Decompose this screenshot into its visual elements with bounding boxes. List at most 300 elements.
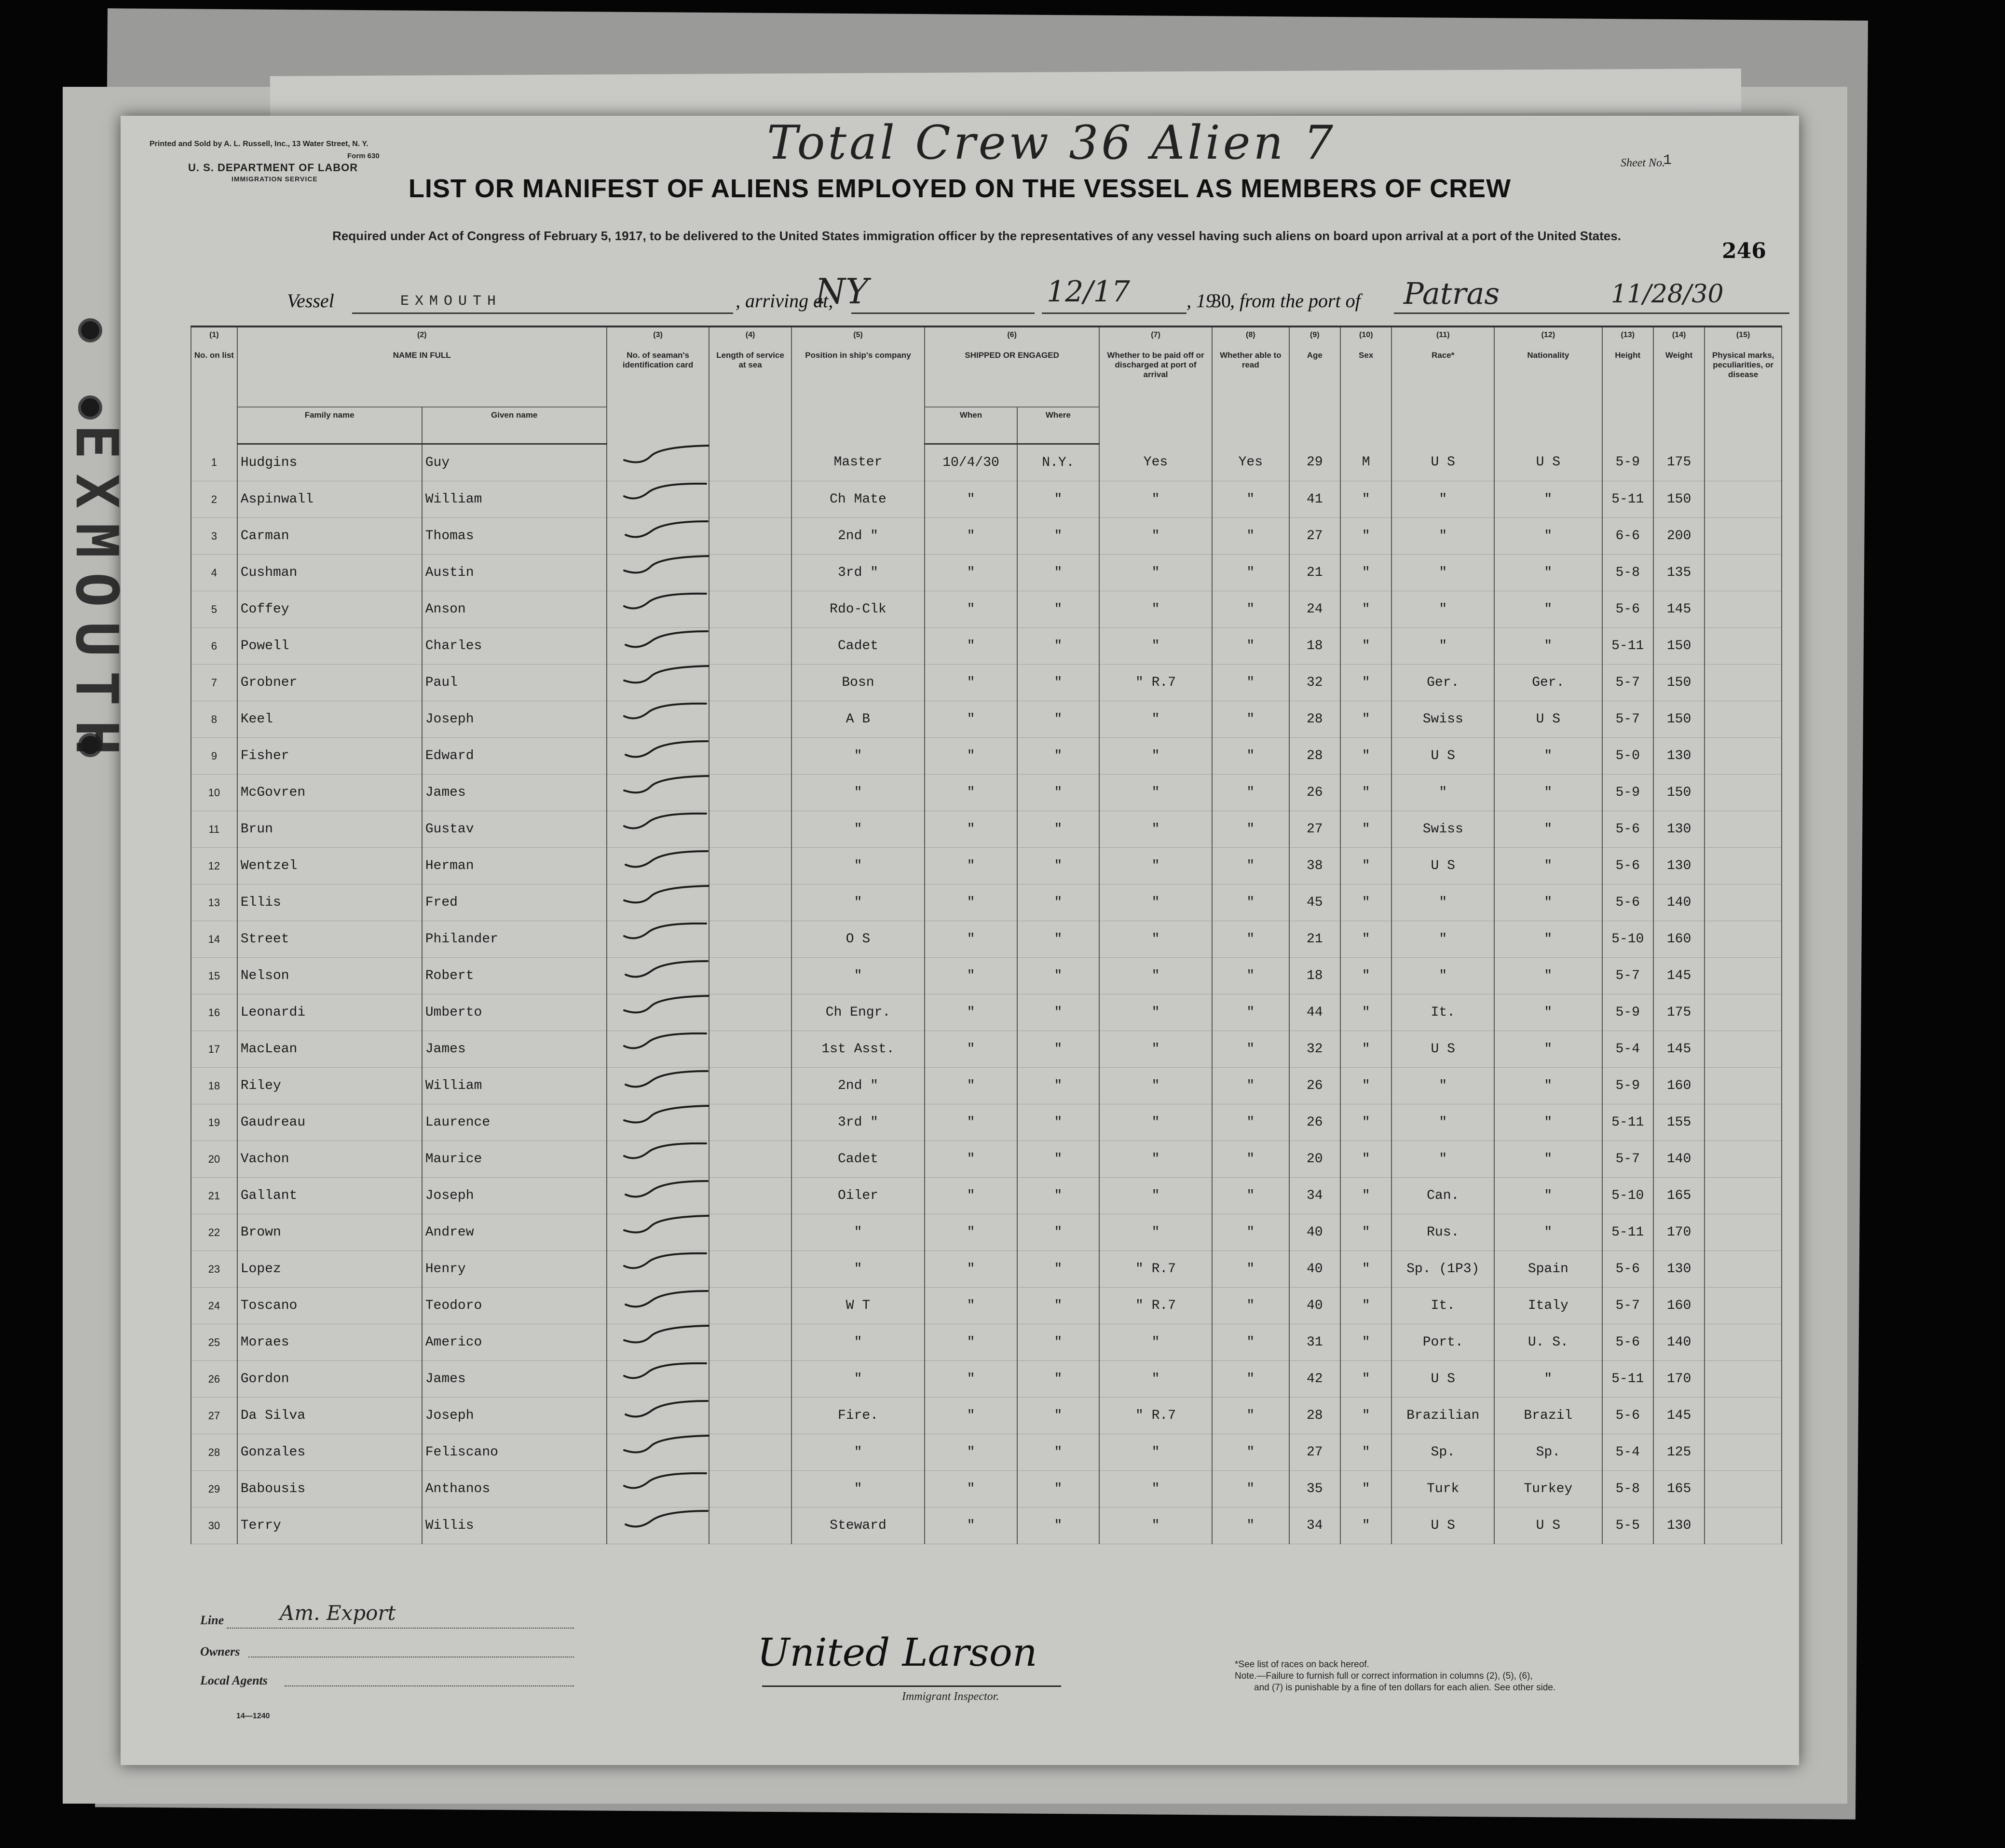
sex-cell: " bbox=[1340, 518, 1391, 555]
physical-marks-cell bbox=[1705, 555, 1782, 591]
position-cell: O S bbox=[791, 921, 925, 958]
shipped-where-cell: " bbox=[1017, 958, 1099, 994]
id-card-cell bbox=[607, 1398, 709, 1434]
height-cell: 5-11 bbox=[1602, 1104, 1653, 1141]
arriving-label: , arriving at, bbox=[736, 290, 833, 312]
shipped-when-cell: " bbox=[925, 665, 1017, 701]
col-num-3: (3) bbox=[607, 327, 709, 348]
family-name-cell: Keel bbox=[237, 701, 422, 738]
col-num-4: (4) bbox=[709, 327, 791, 348]
check-mark-icon bbox=[617, 781, 699, 800]
family-name-cell: Wentzel bbox=[237, 848, 422, 884]
row-number: 9 bbox=[191, 738, 237, 775]
paid-off-cell: " bbox=[1099, 1031, 1212, 1068]
race-cell: " bbox=[1391, 518, 1494, 555]
shipped-when-cell: " bbox=[925, 848, 1017, 884]
length-service-cell bbox=[709, 1324, 791, 1361]
nationality-cell: " bbox=[1494, 518, 1602, 555]
table-row bbox=[191, 591, 1782, 628]
able-read-cell: " bbox=[1212, 1434, 1289, 1471]
length-service-cell bbox=[709, 994, 791, 1031]
col-num-7: (7) bbox=[1099, 327, 1212, 348]
able-read-cell: " bbox=[1212, 481, 1289, 518]
height-cell: 5-11 bbox=[1602, 481, 1653, 518]
height-cell: 5-7 bbox=[1602, 1288, 1653, 1324]
background-page-header bbox=[270, 68, 1741, 120]
height-cell: 5-6 bbox=[1602, 811, 1653, 848]
physical-marks-cell bbox=[1705, 665, 1782, 701]
age-cell: 34 bbox=[1289, 1508, 1340, 1544]
form-number: Form 630 bbox=[347, 152, 380, 160]
given-name-cell: Fred bbox=[422, 884, 607, 921]
age-cell: 20 bbox=[1289, 1141, 1340, 1178]
arriving-port: NY bbox=[815, 271, 869, 312]
paid-off-cell: " bbox=[1099, 1214, 1212, 1251]
physical-marks-cell bbox=[1705, 1214, 1782, 1251]
paid-off-cell: " bbox=[1099, 701, 1212, 738]
weight-cell: 200 bbox=[1653, 518, 1705, 555]
weight-cell: 145 bbox=[1653, 591, 1705, 628]
row-number: 23 bbox=[191, 1251, 237, 1288]
manifest-table-wrap bbox=[191, 326, 1782, 1668]
family-name-cell: Gallant bbox=[237, 1178, 422, 1214]
col-num-13: (13) bbox=[1602, 327, 1653, 348]
length-service-cell bbox=[709, 1178, 791, 1214]
height-cell: 5-9 bbox=[1602, 775, 1653, 811]
header-able-read: Whether able to read bbox=[1212, 348, 1289, 444]
check-mark-icon bbox=[617, 854, 699, 873]
length-service-cell bbox=[709, 811, 791, 848]
sex-cell: " bbox=[1340, 701, 1391, 738]
weight-cell: 130 bbox=[1653, 1508, 1705, 1544]
physical-marks-cell bbox=[1705, 1031, 1782, 1068]
height-cell: 5-0 bbox=[1602, 738, 1653, 775]
table-row bbox=[191, 1324, 1782, 1361]
from-port: Patras bbox=[1404, 276, 1500, 311]
able-read-cell: " bbox=[1212, 848, 1289, 884]
shipped-when-cell: " bbox=[925, 921, 1017, 958]
row-number: 7 bbox=[191, 665, 237, 701]
id-card-cell bbox=[607, 848, 709, 884]
id-card-cell bbox=[607, 1141, 709, 1178]
nationality-cell: Sp. bbox=[1494, 1434, 1602, 1471]
check-mark-icon bbox=[617, 891, 699, 910]
sex-cell: " bbox=[1340, 481, 1391, 518]
family-name-cell: Gordon bbox=[237, 1361, 422, 1398]
nationality-cell: " bbox=[1494, 628, 1602, 665]
weight-cell: 150 bbox=[1653, 665, 1705, 701]
length-service-cell bbox=[709, 1398, 791, 1434]
family-name-cell: Terry bbox=[237, 1508, 422, 1544]
from-port-underline bbox=[1394, 313, 1789, 314]
given-name-cell: James bbox=[422, 775, 607, 811]
id-card-cell bbox=[607, 921, 709, 958]
paid-off-cell: " bbox=[1099, 591, 1212, 628]
family-name-cell: Leonardi bbox=[237, 994, 422, 1031]
race-cell: " bbox=[1391, 555, 1494, 591]
given-name-cell: Umberto bbox=[422, 994, 607, 1031]
table-row bbox=[191, 811, 1782, 848]
able-read-cell: " bbox=[1212, 1104, 1289, 1141]
weight-cell: 165 bbox=[1653, 1178, 1705, 1214]
weight-cell: 125 bbox=[1653, 1434, 1705, 1471]
year-value: 30 bbox=[1212, 290, 1231, 312]
paid-off-cell: " bbox=[1099, 775, 1212, 811]
height-cell: 5-9 bbox=[1602, 1068, 1653, 1104]
length-service-cell bbox=[709, 481, 791, 518]
departure-date: 11/28/30 bbox=[1611, 280, 1724, 309]
shipped-where-cell: " bbox=[1017, 811, 1099, 848]
length-service-cell bbox=[709, 738, 791, 775]
position-cell: 3rd " bbox=[791, 555, 925, 591]
height-cell: 5-9 bbox=[1602, 444, 1653, 481]
row-number: 10 bbox=[191, 775, 237, 811]
shipped-where-cell: " bbox=[1017, 1471, 1099, 1508]
header-given-name: Given name bbox=[422, 407, 607, 444]
sex-cell: M bbox=[1340, 444, 1391, 481]
shipped-where-cell: " bbox=[1017, 1434, 1099, 1471]
physical-marks-cell bbox=[1705, 444, 1782, 481]
physical-marks-cell bbox=[1705, 1508, 1782, 1544]
table-row bbox=[191, 628, 1782, 665]
header-family-name: Family name bbox=[237, 407, 422, 444]
weight-cell: 135 bbox=[1653, 555, 1705, 591]
table-row bbox=[191, 444, 1782, 481]
header-race: Race* bbox=[1391, 348, 1494, 444]
table-row bbox=[191, 1508, 1782, 1544]
sex-cell: " bbox=[1340, 994, 1391, 1031]
table-row bbox=[191, 1471, 1782, 1508]
shipped-when-cell: " bbox=[925, 518, 1017, 555]
position-cell: " bbox=[791, 1324, 925, 1361]
shipped-when-cell: " bbox=[925, 1104, 1017, 1141]
table-row bbox=[191, 1031, 1782, 1068]
col-num-1: (1) bbox=[191, 327, 237, 348]
header-no-on-list: No. on list bbox=[191, 348, 237, 444]
weight-cell: 175 bbox=[1653, 444, 1705, 481]
position-cell: Master bbox=[791, 444, 925, 481]
shipped-where-cell: " bbox=[1017, 738, 1099, 775]
weight-cell: 130 bbox=[1653, 1251, 1705, 1288]
shipped-when-cell: " bbox=[925, 555, 1017, 591]
length-service-cell bbox=[709, 444, 791, 481]
col-num-10: (10) bbox=[1340, 327, 1391, 348]
row-number: 29 bbox=[191, 1471, 237, 1508]
check-mark-icon bbox=[617, 1257, 699, 1277]
shipped-where-cell: " bbox=[1017, 1068, 1099, 1104]
length-service-cell bbox=[709, 701, 791, 738]
race-cell: U S bbox=[1391, 1508, 1494, 1544]
given-name-cell: Philander bbox=[422, 921, 607, 958]
sex-cell: " bbox=[1340, 921, 1391, 958]
family-name-cell: Lopez bbox=[237, 1251, 422, 1288]
height-cell: 5-4 bbox=[1602, 1031, 1653, 1068]
family-name-cell: Brown bbox=[237, 1214, 422, 1251]
family-name-cell: Gonzales bbox=[237, 1434, 422, 1471]
able-read-cell: " bbox=[1212, 1471, 1289, 1508]
table-row bbox=[191, 1361, 1782, 1398]
able-read-cell: " bbox=[1212, 775, 1289, 811]
column-header-row bbox=[191, 348, 1782, 407]
sex-cell: " bbox=[1340, 1031, 1391, 1068]
row-number: 14 bbox=[191, 921, 237, 958]
physical-marks-cell bbox=[1705, 994, 1782, 1031]
age-cell: 24 bbox=[1289, 591, 1340, 628]
paid-off-cell: " bbox=[1099, 884, 1212, 921]
sex-cell: " bbox=[1340, 1288, 1391, 1324]
paid-off-cell: " bbox=[1099, 958, 1212, 994]
paid-off-cell: " bbox=[1099, 1068, 1212, 1104]
race-cell: " bbox=[1391, 1068, 1494, 1104]
age-cell: 40 bbox=[1289, 1288, 1340, 1324]
race-cell: U S bbox=[1391, 1031, 1494, 1068]
stamp-number: 246 bbox=[1722, 239, 1766, 263]
able-read-cell: " bbox=[1212, 738, 1289, 775]
col-num-11: (11) bbox=[1391, 327, 1494, 348]
given-name-cell: Charles bbox=[422, 628, 607, 665]
weight-cell: 145 bbox=[1653, 1398, 1705, 1434]
height-cell: 5-6 bbox=[1602, 1324, 1653, 1361]
row-number: 30 bbox=[191, 1508, 237, 1544]
given-name-cell: Andrew bbox=[422, 1214, 607, 1251]
race-cell: Turk bbox=[1391, 1471, 1494, 1508]
able-read-cell: " bbox=[1212, 1214, 1289, 1251]
manifest-rows bbox=[191, 444, 1782, 1544]
shipped-when-cell: " bbox=[925, 958, 1017, 994]
able-read-cell: " bbox=[1212, 1251, 1289, 1288]
race-cell: " bbox=[1391, 958, 1494, 994]
shipped-where-cell: " bbox=[1017, 994, 1099, 1031]
given-name-cell: Maurice bbox=[422, 1141, 607, 1178]
able-read-cell: Yes bbox=[1212, 444, 1289, 481]
id-card-cell bbox=[607, 811, 709, 848]
shipped-where-cell: " bbox=[1017, 1031, 1099, 1068]
family-name-cell: MacLean bbox=[237, 1031, 422, 1068]
physical-marks-cell bbox=[1705, 1104, 1782, 1141]
table-row bbox=[191, 994, 1782, 1031]
nationality-cell: " bbox=[1494, 555, 1602, 591]
given-name-cell: Feliscano bbox=[422, 1434, 607, 1471]
shipped-when-cell: " bbox=[925, 994, 1017, 1031]
weight-cell: 175 bbox=[1653, 994, 1705, 1031]
nationality-cell: U. S. bbox=[1494, 1324, 1602, 1361]
shipped-where-cell: " bbox=[1017, 1324, 1099, 1361]
length-service-cell bbox=[709, 555, 791, 591]
weight-cell: 150 bbox=[1653, 775, 1705, 811]
signature-line bbox=[762, 1685, 1061, 1687]
length-service-cell bbox=[709, 1251, 791, 1288]
col-num-12: (12) bbox=[1494, 327, 1602, 348]
given-name-cell: Americo bbox=[422, 1324, 607, 1361]
sex-cell: " bbox=[1340, 1141, 1391, 1178]
shipped-when-cell: " bbox=[925, 701, 1017, 738]
physical-marks-cell bbox=[1705, 1288, 1782, 1324]
nationality-cell: Turkey bbox=[1494, 1471, 1602, 1508]
check-mark-icon bbox=[617, 927, 699, 947]
position-cell: " bbox=[791, 1361, 925, 1398]
paid-off-cell: " bbox=[1099, 628, 1212, 665]
header-shipped: SHIPPED OR ENGAGED bbox=[925, 348, 1099, 407]
height-cell: 5-8 bbox=[1602, 1471, 1653, 1508]
race-cell: Rus. bbox=[1391, 1214, 1494, 1251]
physical-marks-cell bbox=[1705, 1251, 1782, 1288]
date-underline bbox=[1042, 313, 1187, 314]
owners-underline bbox=[248, 1657, 574, 1658]
race-cell: " bbox=[1391, 628, 1494, 665]
check-mark-icon bbox=[617, 1074, 699, 1093]
able-read-cell: " bbox=[1212, 994, 1289, 1031]
sex-cell: " bbox=[1340, 1361, 1391, 1398]
department-name: U. S. DEPARTMENT OF LABOR bbox=[188, 162, 358, 174]
header-height: Height bbox=[1602, 348, 1653, 444]
check-mark-icon bbox=[617, 1221, 699, 1240]
height-cell: 5-11 bbox=[1602, 1214, 1653, 1251]
family-name-cell: Nelson bbox=[237, 958, 422, 994]
paid-off-cell: " bbox=[1099, 481, 1212, 518]
race-cell: It. bbox=[1391, 994, 1494, 1031]
given-name-cell: Joseph bbox=[422, 1178, 607, 1214]
length-service-cell bbox=[709, 665, 791, 701]
shipped-where-cell: " bbox=[1017, 884, 1099, 921]
paid-off-cell: " bbox=[1099, 1324, 1212, 1361]
table-row bbox=[191, 1398, 1782, 1434]
able-read-cell: " bbox=[1212, 628, 1289, 665]
position-cell: " bbox=[791, 1214, 925, 1251]
race-cell: " bbox=[1391, 591, 1494, 628]
paid-off-cell: " bbox=[1099, 1178, 1212, 1214]
column-number-row bbox=[191, 327, 1782, 348]
family-name-cell: Aspinwall bbox=[237, 481, 422, 518]
family-name-cell: Da Silva bbox=[237, 1398, 422, 1434]
length-service-cell bbox=[709, 1361, 791, 1398]
position-cell: Cadet bbox=[791, 628, 925, 665]
id-card-cell bbox=[607, 1288, 709, 1324]
weight-cell: 150 bbox=[1653, 628, 1705, 665]
row-number: 5 bbox=[191, 591, 237, 628]
header-when: When bbox=[925, 407, 1017, 444]
position-cell: Oiler bbox=[791, 1178, 925, 1214]
check-mark-icon bbox=[617, 488, 699, 507]
age-cell: 21 bbox=[1289, 921, 1340, 958]
age-cell: 18 bbox=[1289, 958, 1340, 994]
given-name-cell: Joseph bbox=[422, 1398, 607, 1434]
nationality-cell: U S bbox=[1494, 444, 1602, 481]
length-service-cell bbox=[709, 1471, 791, 1508]
vessel-name: EXMOUTH bbox=[400, 293, 502, 310]
id-card-cell bbox=[607, 738, 709, 775]
family-name-cell: Ellis bbox=[237, 884, 422, 921]
race-cell: " bbox=[1391, 775, 1494, 811]
given-name-cell: Anson bbox=[422, 591, 607, 628]
col-num-9: (9) bbox=[1289, 327, 1340, 348]
row-number: 16 bbox=[191, 994, 237, 1031]
punch-hole bbox=[78, 395, 102, 420]
physical-marks-cell bbox=[1705, 884, 1782, 921]
position-cell: Cadet bbox=[791, 1141, 925, 1178]
family-name-cell: Street bbox=[237, 921, 422, 958]
given-name-cell: William bbox=[422, 1068, 607, 1104]
sex-cell: " bbox=[1340, 628, 1391, 665]
table-row bbox=[191, 665, 1782, 701]
table-row bbox=[191, 481, 1782, 518]
shipped-when-cell: " bbox=[925, 1178, 1017, 1214]
position-cell: 2nd " bbox=[791, 518, 925, 555]
sex-cell: " bbox=[1340, 1324, 1391, 1361]
weight-cell: 145 bbox=[1653, 958, 1705, 994]
sex-cell: " bbox=[1340, 1471, 1391, 1508]
shipped-where-cell: " bbox=[1017, 555, 1099, 591]
col-num-6: (6) bbox=[925, 327, 1099, 348]
physical-marks-cell bbox=[1705, 628, 1782, 665]
weight-cell: 160 bbox=[1653, 1068, 1705, 1104]
header-sex: Sex bbox=[1340, 348, 1391, 444]
id-card-cell bbox=[607, 1324, 709, 1361]
shipped-where-cell: " bbox=[1017, 1214, 1099, 1251]
shipped-when-cell: " bbox=[925, 628, 1017, 665]
age-cell: 28 bbox=[1289, 738, 1340, 775]
able-read-cell: " bbox=[1212, 1398, 1289, 1434]
line-value: Am. Export bbox=[280, 1601, 396, 1625]
position-cell: A B bbox=[791, 701, 925, 738]
page-title: LIST OR MANIFEST OF ALIENS EMPLOYED ON THE VESSEL AS MEMBERS OF CREW bbox=[408, 174, 1512, 203]
inspector-signature: United Larson bbox=[757, 1630, 1037, 1675]
check-mark-icon bbox=[617, 1367, 699, 1386]
shipped-where-cell: " bbox=[1017, 1104, 1099, 1141]
id-card-cell bbox=[607, 1104, 709, 1141]
row-number: 27 bbox=[191, 1398, 237, 1434]
shipped-when-cell: " bbox=[925, 1214, 1017, 1251]
paid-off-cell: " bbox=[1099, 1104, 1212, 1141]
race-cell: " bbox=[1391, 1141, 1494, 1178]
shipped-when-cell: " bbox=[925, 1324, 1017, 1361]
age-cell: 26 bbox=[1289, 1068, 1340, 1104]
check-mark-icon bbox=[617, 707, 699, 727]
row-number: 1 bbox=[191, 444, 237, 481]
age-cell: 38 bbox=[1289, 848, 1340, 884]
table-row bbox=[191, 1104, 1782, 1141]
height-cell: 5-6 bbox=[1602, 1398, 1653, 1434]
given-name-cell: Herman bbox=[422, 848, 607, 884]
shipped-where-cell: " bbox=[1017, 1251, 1099, 1288]
length-service-cell bbox=[709, 1104, 791, 1141]
sex-cell: " bbox=[1340, 1434, 1391, 1471]
sex-cell: " bbox=[1340, 591, 1391, 628]
able-read-cell: " bbox=[1212, 1324, 1289, 1361]
owners-label: Owners bbox=[200, 1644, 240, 1658]
row-number: 4 bbox=[191, 555, 237, 591]
length-service-cell bbox=[709, 628, 791, 665]
nationality-cell: " bbox=[1494, 958, 1602, 994]
row-number: 19 bbox=[191, 1104, 237, 1141]
nationality-cell: U S bbox=[1494, 701, 1602, 738]
length-service-cell bbox=[709, 518, 791, 555]
physical-marks-cell bbox=[1705, 701, 1782, 738]
local-agents-underline bbox=[285, 1685, 574, 1686]
check-mark-icon bbox=[617, 524, 699, 544]
check-mark-icon bbox=[617, 1331, 699, 1350]
sex-cell: " bbox=[1340, 884, 1391, 921]
row-number: 24 bbox=[191, 1288, 237, 1324]
nationality-cell: " bbox=[1494, 1141, 1602, 1178]
id-card-cell bbox=[607, 1508, 709, 1544]
position-cell: 3rd " bbox=[791, 1104, 925, 1141]
paid-off-cell: " bbox=[1099, 518, 1212, 555]
shipped-where-cell: " bbox=[1017, 775, 1099, 811]
paid-off-cell: " R.7 bbox=[1099, 1398, 1212, 1434]
physical-marks-cell bbox=[1705, 811, 1782, 848]
check-mark-icon bbox=[617, 744, 699, 763]
id-card-cell bbox=[607, 1031, 709, 1068]
